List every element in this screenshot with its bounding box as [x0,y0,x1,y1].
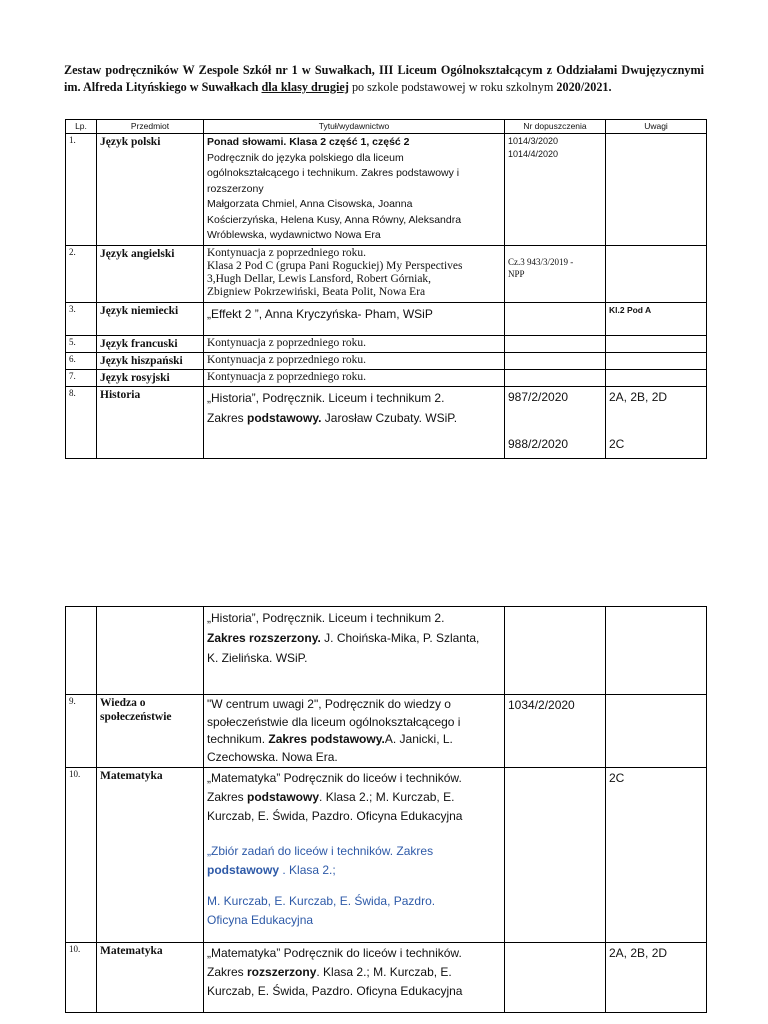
notes-value: 2A, 2B, 2D [609,389,668,404]
exercise-book-line: „Zbiór zadań do liceów i techników. Zakres [207,844,434,858]
row-number: 1. [66,134,97,246]
intro-school-year: 2020/2021. [556,80,612,94]
notes-cell [606,134,707,246]
exercise-book-line: podstawowy . Klasa 2.; [207,863,336,877]
notes-cell [606,335,707,352]
book-title-cell [204,386,505,458]
book-line: Zbigniew Pokrzewiński, Beata Polit, Nowa Era [207,285,426,298]
row-number: 6. [66,352,97,369]
intro-text-continued: po szkole podstawowej w roku szkolnym [351,80,554,94]
table-header-row [66,120,707,134]
book-line: "W centrum uwagi 2", Podręcznik do wiedzy o [207,697,451,711]
book-title-cell [204,134,505,246]
book-title-cell [204,245,505,302]
book-line: społeczeństwie dla liceum ogólnokształcącego i [207,714,461,729]
book-line: Czechowska. Nowa Era. [207,749,338,764]
intro-class-label: dla klasy drugiej [261,80,349,94]
book-title-cell [204,695,505,768]
book-title-cell [204,607,505,695]
book-line: rozszerzony [207,182,264,195]
book-line: Zakres rozszerzony. J. Choińska-Mika, P. Szlanta, [207,631,480,645]
table-row [66,335,707,352]
book-line: Wróblewska, wydawnictwo Nowa Era [207,229,381,241]
notes-cell [606,386,707,458]
book-line: Kościerzyńska, Helena Kusy, Anna Równy, Aleksandra [207,213,462,226]
notes-cell [606,352,707,369]
subject-name: Wiedza o społeczeństwie [97,695,204,768]
subject-name: Język polski [97,134,204,246]
header-notes: Uwagi [606,120,707,134]
approval-number-cell [505,943,606,1013]
book-line: „Historia”, Podręcznik. Liceum i technikum 2. [207,390,445,405]
book-line: 3,Hugh Dellar, Lewis Lansford, Robert Górniak, [207,272,432,285]
table-row [66,352,707,369]
approval-number: NPP [508,268,525,279]
approval-number-cell [505,134,606,246]
header-subject: Przedmiot [97,120,204,134]
subject-name: Matematyka [97,943,204,1013]
notes-cell [606,607,707,695]
subject-name: Język francuski [97,335,204,352]
approval-number: 1034/2/2020 [505,695,606,768]
approval-number: Cz.3 943/3/2019 - [508,256,574,267]
table-row [66,369,707,386]
book-line: Zakres podstawowy. Klasa 2.; M. Kurczab, E. [207,790,455,804]
approval-number: 987/2/2020 [508,389,569,404]
row-number: 10. [66,943,97,1013]
notes-value: 2A, 2B, 2D [606,943,707,1013]
book-title: Kontynuacja z poprzedniego roku. [204,369,505,386]
row-number: 7. [66,369,97,386]
header-approval-number: Nr dopuszczenia [505,120,606,134]
book-line: Zakres rozszerzony. Klasa 2.; M. Kurczab, E. [207,965,452,979]
textbook-table-continued [65,606,707,1013]
table-row [66,386,707,458]
notes-cell [606,369,707,386]
approval-number: 1014/3/2020 [508,136,559,146]
subject-name: Język hiszpański [97,352,204,369]
book-line: Kontynuacja z poprzedniego roku. [207,246,367,259]
book-line: technikum. Zakres podstawowy.A. Janicki, L. [207,732,453,746]
subject-name: Język niemiecki [97,302,204,335]
approval-number-cell [505,768,606,943]
subject-name: Język angielski [97,245,204,302]
table-row [66,768,707,943]
notes-cell [606,695,707,768]
intro-text: Zestaw podręczników W Zespole Szkół nr 1 w Suwałkach, III Liceum Ogólnokształcącym z Oddziałami Dwujęzycznymi im. Alfreda Lityńskiego w Suwałkach [64,63,704,94]
row-number [66,607,97,695]
approval-number: 1014/4/2020 [508,149,559,159]
approval-number-cell [505,369,606,386]
table-row [66,134,707,246]
row-number: 2. [66,245,97,302]
exercise-book-line: Oficyna Edukacyjna [207,913,314,927]
book-line: Kurczab, E. Świda, Pazdro. Oficyna Edukacyjna [207,984,463,998]
book-line: K. Zielińska. WSiP. [207,651,308,665]
book-title-cell [204,768,505,943]
subject-name: Język rosyjski [97,369,204,386]
book-title: Kontynuacja z poprzedniego roku. [204,335,505,352]
subject-name: Matematyka [97,768,204,943]
book-line: Klasa 2 Pod C (grupa Pani Roguckiej) My Perspectives [207,259,463,272]
approval-number-cell [505,245,606,302]
row-number: 3. [66,302,97,335]
book-title-cell [204,943,505,1013]
notes-value: 2C [609,436,625,451]
row-number: 8. [66,386,97,458]
table-row [66,607,707,695]
book-line: Małgorzata Chmiel, Anna Cisowska, Joanna [207,198,413,210]
header-lp: Lp. [66,120,97,134]
book-line: „Matematyka” Podręcznik do liceów i techników. [207,771,462,785]
table-row [66,943,707,1013]
row-number: 9. [66,695,97,768]
subject-cell [97,607,204,695]
table-row [66,695,707,768]
approval-number-cell [505,352,606,369]
approval-number-cell [505,302,606,335]
book-line: Kurczab, E. Świda, Pazdro. Oficyna Edukacyjna [207,809,463,823]
book-line: Podręcznik do języka polskiego dla liceum [207,151,404,164]
header-title: Tytuł/wydawnictwo [204,120,505,134]
book-line: ogólnokształcącego i technikum. Zakres podstawowy i [207,167,460,179]
approval-number-cell [505,386,606,458]
notes-value: 2C [606,768,707,943]
book-line: „Historia”, Podręcznik. Liceum i technikum 2. [207,611,445,625]
notes-value: Kl.2 Pod A [606,302,707,335]
document-intro [64,62,704,96]
book-title: Ponad słowami. Klasa 2 część 1, część 2 [207,136,410,148]
exercise-book-line: M. Kurczab, E. Kurczab, E. Świda, Pazdro. [207,894,436,908]
notes-cell [606,245,707,302]
table-row [66,302,707,335]
approval-number-cell [505,335,606,352]
approval-number: 988/2/2020 [508,436,569,451]
approval-number-cell [505,607,606,695]
subject-name: Historia [97,386,204,458]
row-number: 10. [66,768,97,943]
textbook-table [65,119,707,459]
book-line: „Matematyka” Podręcznik do liceów i techników. [207,946,462,960]
book-title: Kontynuacja z poprzedniego roku. [204,352,505,369]
book-title: „Effekt 2 ”, Anna Kryczyńska- Pham, WSiP [204,302,505,335]
row-number: 5. [66,335,97,352]
book-line: Zakres podstawowy. Jarosław Czubaty. WSiP. [207,410,458,425]
table-row [66,245,707,302]
